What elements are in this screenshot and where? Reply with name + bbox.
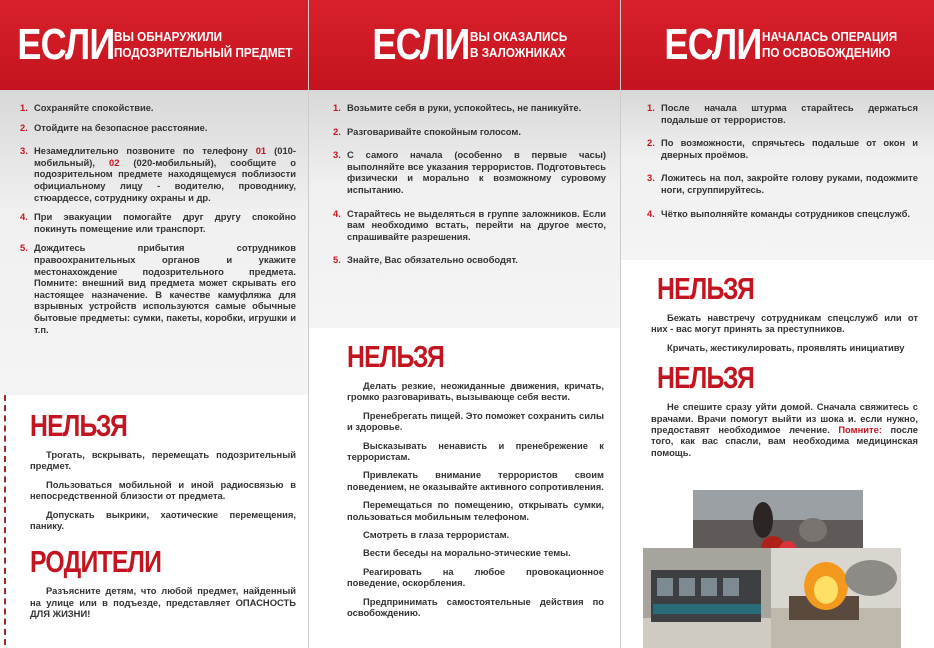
forbidden-item: Реагировать на любое провокационное поведение, оскорбления. [347, 565, 604, 589]
forbidden-item: Допускать выкрики, хаотические перемещения, панику. [30, 508, 296, 532]
photo-damaged-bus [643, 548, 771, 648]
forbidden-item: Предпринимать самостоятельные действия по освобождению. [347, 595, 604, 619]
banner-big-text: ЕСЛИ [372, 20, 470, 69]
banner-subtitle: ВЫ ОБНАРУЖИЛИ ПОДОЗРИТЕЛЬНЫЙ ПРЕДМЕТ [114, 29, 293, 60]
forbidden-item: Бежать навстречу сотрудникам спецслужб или от них - вас могут принять за преступников. [651, 312, 918, 335]
forbidden-item: Кричать, жестикулировать, проявлять инициативу [667, 341, 905, 353]
photo-burning-car-image [771, 548, 901, 648]
banner-hostages [309, 0, 620, 90]
banner-subtitle: НАЧАЛАСЬ ОПЕРАЦИЯ ПО ОСВОБОЖДЕНИЮ [761, 29, 897, 60]
instructions-panel [0, 90, 308, 395]
list-item: 1. Возьмите себя в руки, успокойтесь, не паникуйте. [333, 102, 582, 113]
instructions-panel [309, 90, 620, 328]
parents-heading: РОДИТЕЛИ [30, 544, 162, 580]
list-item: 5. Знайте, Вас обязательно освободят. [333, 254, 518, 266]
forbidden-item: Трогать, вскрывать, перемещать подозрительный предмет. [30, 449, 296, 472]
forbidden-section [621, 260, 934, 458]
list-item: 2. Разговаривайте спокойным голосом. [333, 125, 521, 137]
forbidden-item: Перемещаться по помещению, открывать сумки, пользоваться мобильным телефоном. [347, 499, 604, 522]
list-item: 4. При эвакуации помогайте друг другу спокойно покинуть помещение или транспорт. [20, 211, 296, 234]
list-item: 3. Незамедлительно позвоните по телефону 01 (010-мобильный), 02 (020-мобильный), сообщите о подозрительном предмете находящемуся поблизости официальному лицу - водителю, проводнику, стюардессе, сотруднику охраны и др. [20, 145, 296, 203]
forbidden-item: Привлекать внимание террористов своим поведением, не оказывайте активного сопротивления. [347, 469, 604, 492]
banner-big-text: ЕСЛИ [16, 20, 115, 69]
forbidden-item: Смотреть в глаза террористам. [363, 529, 510, 541]
banner-subtitle: ВЫ ОКАЗАЛИСЬ В ЗАЛОЖНИКАХ [469, 29, 567, 60]
forbidden-item: Пренебрегать пищей. Это поможет сохранить силы и здоровье. [347, 409, 604, 433]
forbidden-item: Высказывать ненависть и пренебрежение к террористам. [347, 439, 604, 463]
forbidden-heading-2: НЕЛЬЗЯ [657, 360, 755, 396]
column-hostages [308, 0, 620, 648]
instruction-list [0, 90, 308, 335]
list-item: 1. После начала штурма старайтесь держаться подальше от террористов. [647, 102, 918, 125]
list-item: 2. Отойдите на безопасное расстояние. [20, 121, 208, 133]
banner-suspicious-object [0, 0, 308, 90]
forbidden-section [309, 328, 620, 619]
column-rescue-operation [620, 0, 934, 648]
column-suspicious-object [0, 0, 308, 648]
forbidden-heading: НЕЛЬЗЯ [657, 271, 755, 306]
forbidden-item: Вести беседы на морально-этические темы. [363, 547, 571, 559]
parents-text: Разъясните детям, что любой предмет, найденный на улице или в подъезде, представляет ОПАСНОСТЬ ДЛЯ ЖИЗНИ! [30, 585, 296, 620]
banner-big-text: ЕСЛИ [664, 20, 762, 69]
banner-rescue-operation [621, 0, 934, 90]
forbidden-item: Делать резкие, неожиданные движения, кричать, громко разговаривать, вызывающе себя вести. [347, 380, 604, 403]
instruction-list [621, 90, 934, 219]
list-item: 4. Чётко выполняйте команды сотрудников спецслужб. [647, 207, 910, 219]
instructions-panel [621, 90, 934, 260]
instruction-list [309, 90, 620, 266]
list-item: 5. Дождитесь прибытия сотрудников правоохранительных органов и укажите местонахождение подозрительного предмета. Помните: внешний вид предмета может скрывать его настоящее назначение. В качестве камуфляжа для взрывных устройств используются самые обычные бытовые предметы: сумки, пакеты, коробки, игрушки и т.п. [20, 242, 296, 335]
forbidden-heading: НЕЛЬЗЯ [30, 408, 128, 443]
photo-burning-car [771, 548, 901, 648]
list-item: 1. Сохраняйте спокойствие. [20, 102, 154, 113]
forbidden-heading: НЕЛЬЗЯ [347, 339, 445, 374]
forbidden-item: Пользоваться мобильной и иной радиосвязью в непосредственной близости от предмета. [30, 478, 296, 502]
dashed-divider [4, 395, 6, 645]
list-item: 3. Ложитесь на пол, закройте голову руками, подожмите ноги, сгруппируйтесь. [647, 172, 918, 195]
forbidden-section [0, 395, 308, 620]
list-item: 2. По возможности, спрячьтесь подальше от окон и дверных проёмов. [647, 137, 918, 160]
after-rescue-text: Не спешите сразу уйти домой. Сначала свяжитесь с врачами. Врачи помогут выйти из шока и. если нужно, предоставят необходимое лечение. Помните: после того, как вас спасли, вам необходима медицинская помощь. [651, 401, 918, 458]
photo-damaged-bus-image [643, 548, 771, 648]
list-item: 4. Старайтесь не выделяться в группе заложников. Если вам необходимо встать, перейти на другое место, спрашивайте разрешения. [333, 207, 606, 242]
list-item: 3. С самого начала (особенно в первые часы) выполняйте все указания террористов. Подготовьтесь физически и морально к возможному суровому испытанию. [333, 149, 606, 195]
